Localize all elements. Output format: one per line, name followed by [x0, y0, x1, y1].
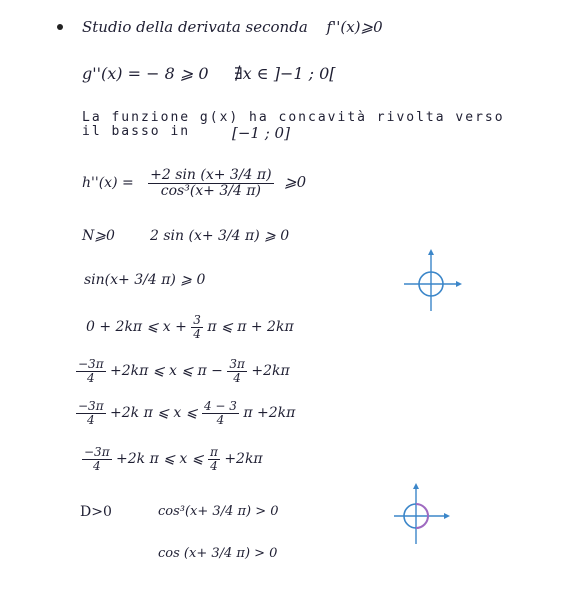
- inequality-3: [76, 400, 295, 426]
- ineq4-a-num: −3π: [84, 445, 110, 459]
- h2-lhs: h''(x) =: [82, 175, 134, 192]
- numerator-label: N⩾0: [82, 228, 115, 244]
- ineq3-b-num: 4 − 3: [203, 399, 237, 413]
- ineq3-right: π +2kπ: [243, 405, 296, 422]
- ineq1-left: 0 + 2kπ ⩽ x +: [86, 319, 187, 336]
- concavity-line-1: La funzione g(x) ha concavità rivolta verso: [82, 110, 505, 125]
- ineq3-mid: +2k π ⩽ x ⩽: [110, 405, 198, 422]
- ineq4-mid: +2k π ⩽ x ⩽: [116, 451, 204, 468]
- g-second-derivative: g''(x) = − 8 ⩾ 0: [82, 64, 209, 83]
- ineq2-b-den: 4: [227, 371, 247, 385]
- unit-circle-sketch-2: [386, 482, 456, 552]
- ineq1-frac-num: 3: [193, 313, 201, 327]
- ineq4-b-num: π: [209, 445, 218, 459]
- ineq2-a-num: −3π: [78, 357, 104, 371]
- sin-condition: sin(x+ 3/4 π) ⩾ 0: [84, 272, 206, 288]
- title-condition: f''(x)⩾0: [326, 18, 383, 36]
- h2-denominator: cos³(x+ 3/4 π): [148, 183, 273, 199]
- ineq2-frac-b: [227, 358, 247, 384]
- g-no-solution: ∄x ∈ ]−1 ; 0[: [234, 64, 336, 83]
- h-second-derivative: [82, 168, 306, 198]
- ineq3-a-num: −3π: [78, 399, 104, 413]
- ineq3-frac-b: [202, 400, 239, 426]
- inequality-1: [86, 314, 294, 340]
- h2-fraction: [148, 168, 273, 198]
- denominator-expr-1: cos³(x+ 3/4 π) > 0: [158, 504, 279, 519]
- ineq1-fraction: [191, 314, 203, 340]
- section-title: [82, 18, 383, 36]
- h2-numerator: +2 sin (x+ 3/4 π): [150, 167, 272, 183]
- ineq3-b-den: 4: [202, 413, 239, 427]
- ineq2-b-num: 3π: [229, 357, 245, 371]
- inequality-4: [82, 446, 263, 472]
- denominator-label: D>0: [80, 504, 112, 520]
- ineq1-right: π ⩽ π + 2kπ: [207, 319, 294, 336]
- title-text: Studio della derivata seconda: [82, 18, 308, 36]
- h2-relation: ⩾0: [284, 173, 307, 192]
- inequality-2: [76, 358, 290, 384]
- ineq4-frac-b: [208, 446, 220, 472]
- ineq2-a-den: 4: [76, 371, 106, 385]
- ineq3-a-den: 4: [76, 413, 106, 427]
- bullet-icon: [57, 24, 63, 30]
- ineq4-b-den: 4: [208, 459, 220, 473]
- ineq4-frac-a: [82, 446, 112, 472]
- denominator-expr-2: cos (x+ 3/4 π) > 0: [158, 546, 278, 561]
- concavity-interval: [−1 ; 0]: [232, 124, 290, 142]
- ineq2-right: +2kπ: [251, 363, 290, 380]
- numerator-expr: 2 sin (x+ 3/4 π) ⩾ 0: [150, 228, 290, 244]
- ineq4-right: +2kπ: [224, 451, 263, 468]
- unit-circle-sketch-1: [396, 247, 466, 317]
- ineq2-mid: +2kπ ⩽ x ⩽ π −: [110, 363, 223, 380]
- ineq3-frac-a: [76, 400, 106, 426]
- ineq1-frac-den: 4: [193, 326, 201, 341]
- ineq4-a-den: 4: [82, 459, 112, 473]
- concavity-line-2a: il basso in: [82, 124, 191, 139]
- ineq2-frac-a: [76, 358, 106, 384]
